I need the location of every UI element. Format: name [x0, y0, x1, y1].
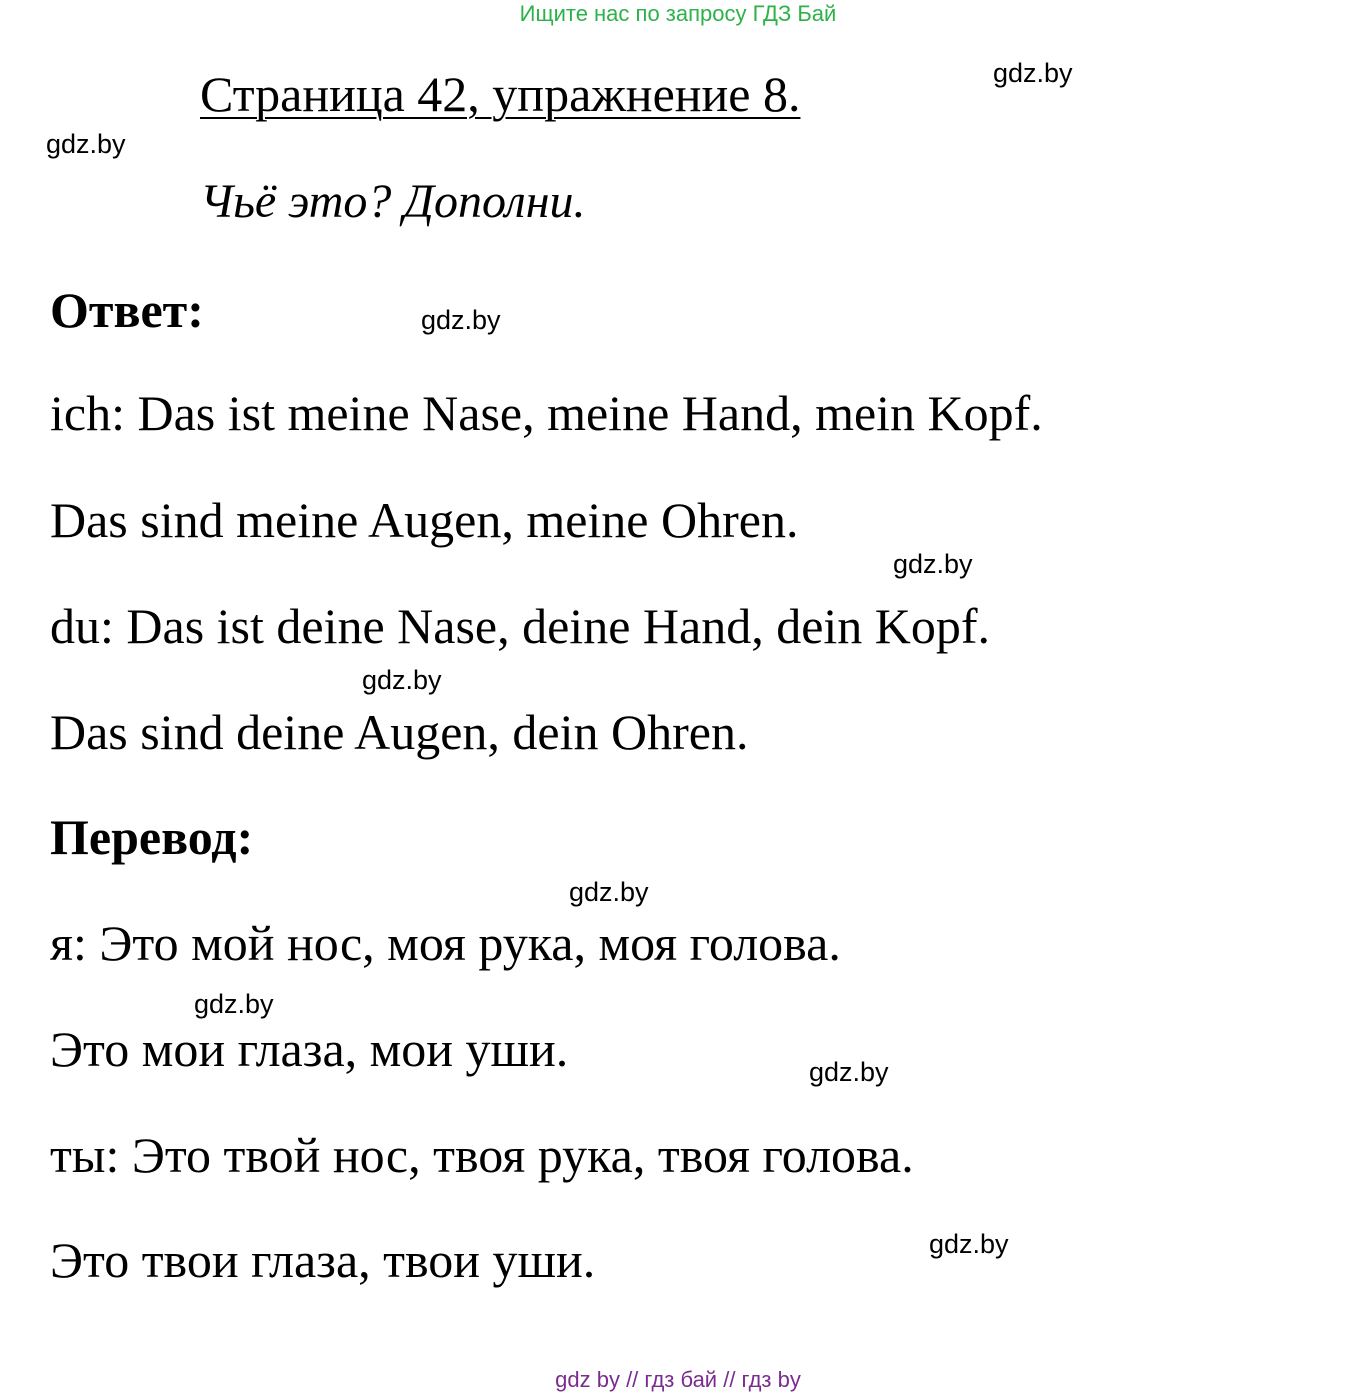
watermark: gdz.by: [46, 129, 126, 159]
watermark: gdz.by: [569, 877, 649, 907]
watermark: gdz.by: [893, 549, 973, 579]
search-banner: Ищите нас по запросу ГДЗ Бай: [519, 1, 837, 26]
exercise-prompt: Чьё это? Дополни.: [200, 175, 586, 228]
watermark: gdz.by: [194, 989, 274, 1019]
translation-heading: Перевод:: [50, 809, 254, 865]
page-title: Страница 42, упражнение 8.: [200, 66, 801, 122]
translation-line: я: Это мой нос, моя рука, моя голова.: [50, 915, 841, 971]
watermark: gdz.by: [929, 1229, 1009, 1259]
translation-line: Это мои глаза, мои уши.: [50, 1021, 569, 1077]
answer-line: ich: Das ist meine Nase, meine Hand, mein Kopf.: [50, 385, 1043, 441]
answer-line: Das sind meine Augen, meine Ohren.: [50, 492, 799, 548]
watermark: gdz.by: [993, 58, 1073, 88]
watermark: gdz.by: [362, 665, 442, 695]
translation-line: Это твои глаза, твои уши.: [50, 1232, 596, 1288]
answer-heading: Ответ:: [50, 282, 204, 338]
answer-line: du: Das ist deine Nase, deine Hand, dein Kopf.: [50, 598, 991, 654]
translation-line: ты: Это твой нос, твоя рука, твоя голова.: [50, 1127, 914, 1183]
footer-links: gdz by // гдз бай // гдз by: [555, 1367, 801, 1392]
watermark: gdz.by: [809, 1057, 889, 1087]
answer-line: Das sind deine Augen, dein Ohren.: [50, 704, 749, 760]
watermark: gdz.by: [421, 305, 501, 335]
